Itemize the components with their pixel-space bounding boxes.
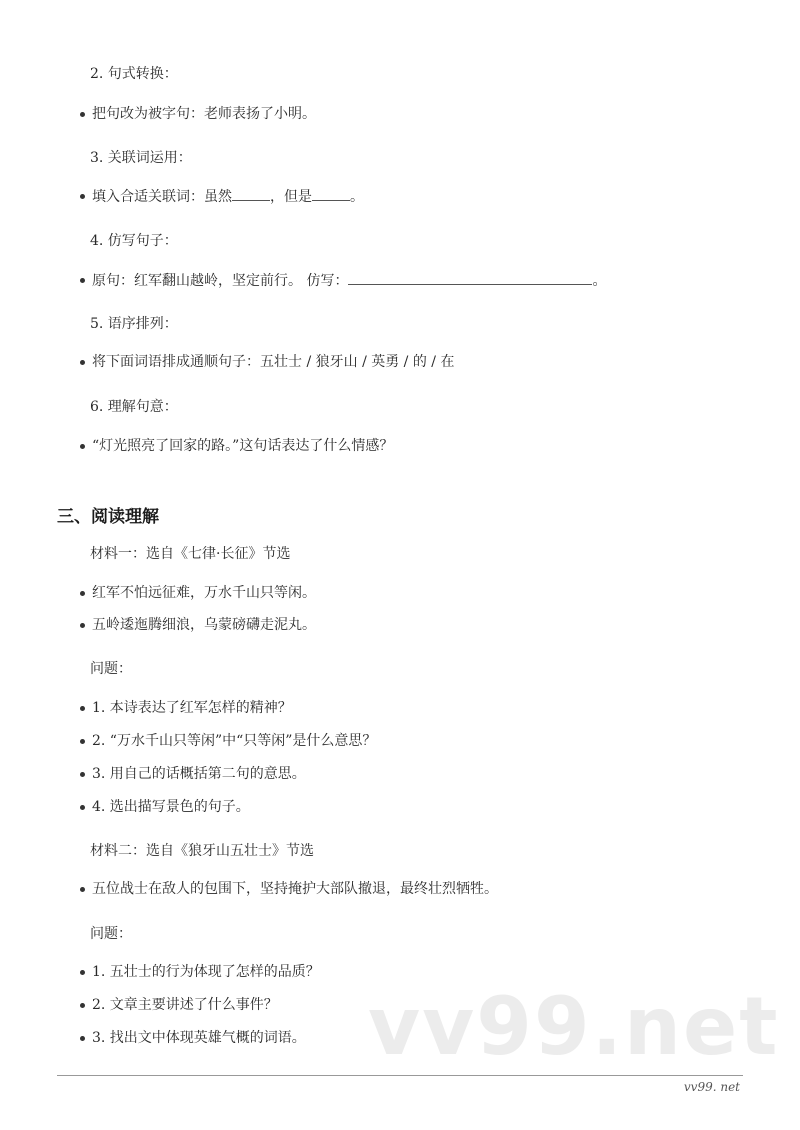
item-5-label: 5. 语序排列：: [90, 316, 178, 332]
item-3-label: 3. 关联词运用：: [90, 150, 192, 166]
bullet-dot: [80, 772, 85, 777]
item-4-label: 4. 仿写句子：: [90, 233, 178, 249]
material-2-question-label: 问题：: [90, 926, 132, 942]
watermark: vv99.net: [368, 980, 780, 1073]
bullet-dot: [80, 739, 85, 744]
bullet-dot: [80, 1003, 85, 1008]
bullet-dot: [80, 278, 85, 283]
material-1-title: 材料一：选自《七律·长征》节选: [90, 546, 291, 562]
blank-line: [312, 186, 350, 201]
bullet-dot: [80, 623, 85, 628]
bullet-dot: [80, 444, 85, 449]
bullet-dot: [80, 591, 85, 596]
bullet-dot: [80, 805, 85, 810]
footer-divider: [57, 1075, 743, 1076]
bullet-dot: [80, 360, 85, 365]
bullet-dot: [80, 970, 85, 975]
bullet-dot: [80, 887, 85, 892]
material-1-question-label: 问题：: [90, 661, 132, 677]
footer-text: vv99. net: [683, 1080, 740, 1094]
bullet-dot: [80, 1036, 85, 1041]
item-2-label: 2. 句式转换：: [90, 66, 178, 82]
document-page: 2. 句式转换： 把句改为被字句：老师表扬了小明。 3. 关联词运用： 填入合适关联词：虽然 ，但是 。 4. 仿写句子： 原句：红军翻山越岭，坚定前行。 仿写： 。 5. 语序排列： 将下面词语排成通顺句子：五壮士 / 狼牙山 / 英勇 / 的 / 在 6. 理解句意： “灯光照亮了回家的路。”这句话表达了什么情感？ 三、阅读理解 材料一：选自《七律·长征》节选 红军不怕远征难，万水千山只等闲。 五岭逶迤腾细浪，乌蒙磅礴走泥丸。 问题： 1. 本诗表达了红军怎样的精神？ 2. “万水千山只等闲”中“只等闲”是什么意思？ 3. 用自己的话概括第二句的意思。 4. 选出描写景色的句子。 材料二：选自《狼牙山五壮士》节选 五位战士在敌人的包围下，坚持掩护大部队撤退，最终壮烈牺牲。 问题： 1. 五壮士的行为体现了怎样的品质？ 2. 文章主要讲述了什么事件？ 3. 找出文中体现英雄气概的词语。 vv99.net vv99. net: [57, 66, 780, 1094]
bullet-dot: [80, 706, 85, 711]
blank-line: [232, 186, 270, 201]
material-2-title: 材料二：选自《狼牙山五壮士》节选: [90, 843, 314, 859]
bullet-dot: [80, 194, 85, 199]
section-heading: 三、阅读理解: [57, 507, 159, 527]
item-6-label: 6. 理解句意：: [90, 399, 178, 415]
blank-line: [348, 270, 592, 285]
bullet-dot: [80, 112, 85, 117]
